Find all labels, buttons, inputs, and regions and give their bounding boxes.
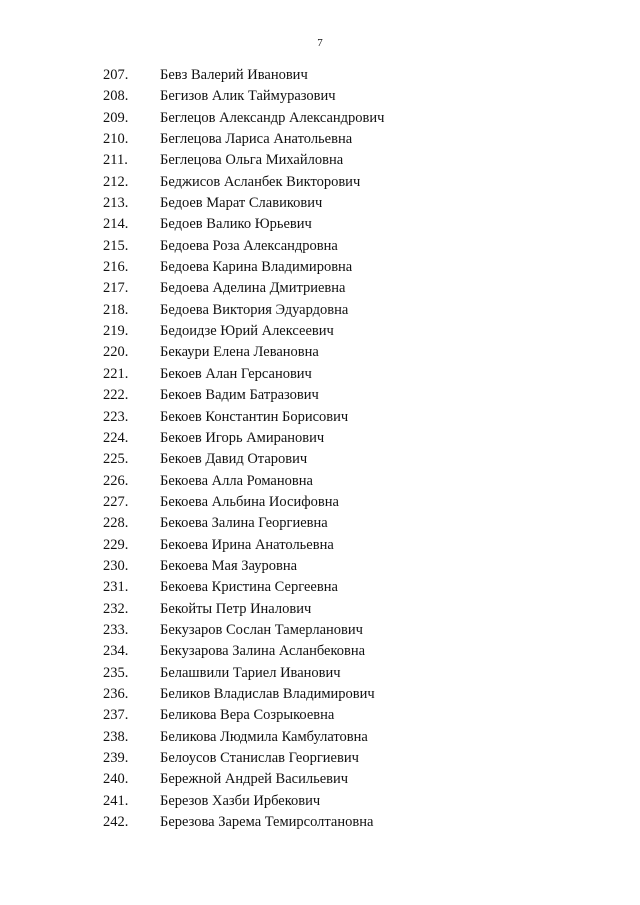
list-item <box>0 748 640 769</box>
entry-name: Бедоева Карина Владимировна <box>160 259 353 276</box>
list-item <box>0 321 640 342</box>
list-item <box>0 193 640 214</box>
entry-name: Беджисов Асланбек Викторович <box>160 173 361 190</box>
entry-number: 219. <box>103 323 129 340</box>
list-item <box>0 620 640 641</box>
list-item <box>0 663 640 684</box>
entry-name: Бедоева Виктория Эдуардовна <box>160 301 349 318</box>
entry-name: Березова Зарема Темирсолтановна <box>160 814 374 831</box>
list-item <box>0 492 640 513</box>
entry-list <box>0 65 640 833</box>
entry-name: Бекоев Константин Борисович <box>160 408 349 425</box>
page-number: 7 <box>317 37 323 49</box>
entry-number: 207. <box>103 67 129 83</box>
list-item <box>0 108 640 129</box>
list-item <box>0 300 640 321</box>
entry-number: 229. <box>103 536 129 553</box>
entry-number: 211. <box>103 152 128 169</box>
entry-name: Бекоева Кристина Сергеевна <box>160 579 338 596</box>
list-item <box>0 342 640 363</box>
list-item <box>0 214 640 235</box>
entry-name: Бедоидзе Юрий Алексеевич <box>160 323 334 340</box>
entry-number: 225. <box>103 451 129 468</box>
list-item <box>0 556 640 577</box>
entry-name: Беглецов Александр Александрович <box>160 109 385 126</box>
entry-number: 216. <box>103 259 129 276</box>
entry-number: 209. <box>103 109 129 126</box>
entry-number: 220. <box>103 344 129 361</box>
list-item <box>0 407 640 428</box>
list-item <box>0 449 640 470</box>
entry-number: 223. <box>103 408 129 425</box>
entry-name: Бегизов Алик Таймуразович <box>160 88 336 105</box>
list-item <box>0 364 640 385</box>
entry-number: 239. <box>103 750 129 766</box>
entry-name: Бедоева Аделина Дмитриевна <box>160 280 346 297</box>
entry-name: Беликова Людмила Камбулатовна <box>160 728 368 745</box>
entry-name: Бекузаров Сослан Тамерланович <box>160 621 363 638</box>
list-item <box>0 577 640 598</box>
entry-number: 215. <box>103 237 129 254</box>
list-item <box>0 150 640 171</box>
entry-name: Беглецова Лариса Анатольевна <box>160 131 353 148</box>
list-item <box>0 428 640 449</box>
list-item <box>0 641 640 662</box>
entry-name: Бережной Андрей Васильевич <box>160 771 349 788</box>
entry-name: Бекоев Вадим Батразович <box>160 387 319 404</box>
list-item <box>0 65 640 86</box>
list-item <box>0 535 640 556</box>
entry-name: Бекоев Алан Герсанович <box>160 365 312 382</box>
list-item <box>0 86 640 107</box>
entry-name: Беглецова Ольга Михайловна <box>160 152 344 169</box>
list-item <box>0 705 640 726</box>
entry-name: Бекоева Мая Зауровна <box>160 557 298 574</box>
list-item <box>0 278 640 299</box>
list-item <box>0 812 640 833</box>
entry-number: 238. <box>103 728 129 745</box>
entry-number: 230. <box>103 557 129 574</box>
list-item <box>0 471 640 492</box>
list-item <box>0 684 640 705</box>
entry-number: 242. <box>103 814 129 831</box>
entry-name: Березов Хазби Ирбекович <box>160 792 321 809</box>
entry-name: Бекойты Петр Иналович <box>160 600 312 617</box>
entry-number: 218. <box>103 301 129 318</box>
entry-number: 237. <box>103 707 129 724</box>
entry-number: 210. <box>103 131 129 148</box>
entry-number: 236. <box>103 685 129 702</box>
entry-name: Бекоева Альбина Иосифовна <box>160 493 339 510</box>
entry-name: Беликова Вера Созрыкоевна <box>160 707 335 724</box>
entry-number: 208. <box>103 88 129 105</box>
entry-name: Белоусов Станислав Георгиевич <box>160 750 359 766</box>
entry-number: 232. <box>103 600 129 617</box>
entry-name: Бедоев Марат Славикович <box>160 195 323 212</box>
list-item <box>0 599 640 620</box>
entry-number: 214. <box>103 216 129 233</box>
entry-number: 221. <box>103 365 129 382</box>
entry-name: Беликов Владислав Владимирович <box>160 685 375 702</box>
entry-number: 212. <box>103 173 129 190</box>
entry-name: Белашвили Тариел Иванович <box>160 664 341 681</box>
entry-number: 240. <box>103 771 129 788</box>
list-item <box>0 236 640 257</box>
list-item <box>0 769 640 790</box>
entry-number: 231. <box>103 579 129 596</box>
entry-number: 228. <box>103 515 129 532</box>
entry-number: 213. <box>103 195 129 212</box>
entry-name: Бекоева Ирина Анатольевна <box>160 536 334 553</box>
list-item <box>0 791 640 812</box>
entry-name: Бекузарова Залина Асланбековна <box>160 643 366 660</box>
list-item <box>0 129 640 150</box>
list-item <box>0 385 640 406</box>
entry-name: Бедоев Валико Юрьевич <box>160 216 312 233</box>
list-item <box>0 513 640 534</box>
entry-number: 222. <box>103 387 129 404</box>
entry-number: 233. <box>103 621 129 638</box>
entry-number: 217. <box>103 280 129 297</box>
list-item <box>0 172 640 193</box>
list-item <box>0 727 640 748</box>
entry-number: 224. <box>103 429 129 446</box>
entry-number: 227. <box>103 493 129 510</box>
entry-number: 235. <box>103 664 129 681</box>
entry-number: 234. <box>103 643 129 660</box>
entry-number: 241. <box>103 792 129 809</box>
entry-name: Бекоев Давид Отарович <box>160 451 308 468</box>
entry-name: Бекаури Елена Левановна <box>160 344 319 361</box>
entry-name: Бедоева Роза Александровна <box>160 237 338 254</box>
entry-name: Бекоева Алла Романовна <box>160 472 313 489</box>
entry-name: Бекоев Игорь Амиранович <box>160 429 325 446</box>
entry-name: Бевз Валерий Иванович <box>160 67 308 83</box>
entry-number: 226. <box>103 472 129 489</box>
entry-name: Бекоева Залина Георгиевна <box>160 515 328 532</box>
list-item <box>0 257 640 278</box>
